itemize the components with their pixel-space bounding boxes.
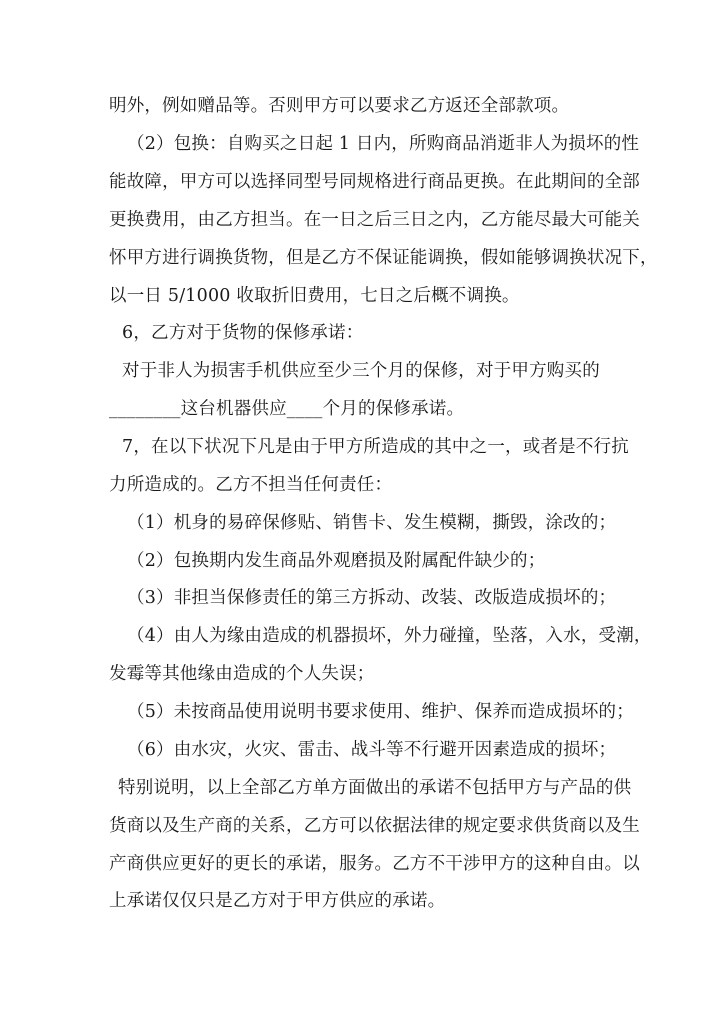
section-heading: 6，乙方对于货物的保修承诺： [122,323,364,343]
paragraph-line: 对于非人为损害手机供应至少三个月的保修，对于甲方购买的 [122,361,600,381]
paragraph-line: ________这台机器供应____个月的保修承诺。 [109,399,465,419]
list-item: （2）包换期内发生商品外观磨损及附属配件缺少的； [127,551,546,571]
list-item: （3）非担当保修责任的第三方拆动、改装、改版造成损坏的； [127,588,617,608]
list-item-continuation: 发霉等其他缘由造成的个人失误； [109,664,375,684]
paragraph-line: 上承诺仅仅只是乙方对于甲方供应的承诺。 [109,891,446,911]
paragraph-line: 明外，例如赠品等。否则甲方可以要求乙方返还全部款项。 [109,96,570,116]
paragraph-line: 特别说明，以上全部乙方单方面做出的承诺不包括甲方与产品的供 [118,778,632,798]
paragraph-line: 以一日 5/1000 收取折旧费用，七日之后概不调换。 [109,286,520,306]
paragraph-line: 货商以及生产商的关系，乙方可以依据法律的规定要求供货商以及生 [109,816,640,836]
paragraph-line: （2）包换：自购买之日起 1 日内，所购商品消逝非人为损坏的性 [127,134,640,154]
list-item: （1）机身的易碎保修贴、销售卡、发生模糊，撕毁，涂改的； [127,513,617,533]
paragraph-line: 更换费用，由乙方担当。在一日之后三日之内，乙方能尽最大可能关 [109,210,640,230]
paragraph-line: 产商供应更好的更长的承诺，服务。乙方不干涉甲方的这种自由。以 [109,854,640,874]
paragraph-line: 能故障，甲方可以选择同型号同规格进行商品更换。在此期间的全部 [109,172,640,192]
paragraph-line: 怀甲方进行调换货物，但是乙方不保证能调换，假如能够调换状况下， [109,248,658,268]
list-item: （5）未按商品使用说明书要求使用、维护、保养而造成损坏的； [127,702,634,722]
paragraph-line: 力所造成的。乙方不担当任何责任： [109,475,393,495]
section-heading: 7，在以下状况下凡是由于甲方所造成的其中之一，或者是不行抗 [122,437,629,457]
list-item: （4）由人为缘由造成的机器损坏，外力碰撞，坠落，入水，受潮， [127,626,652,646]
list-item: （6）由水灾，火灾、雷击、战斗等不行避开因素造成的损坏； [127,740,617,760]
